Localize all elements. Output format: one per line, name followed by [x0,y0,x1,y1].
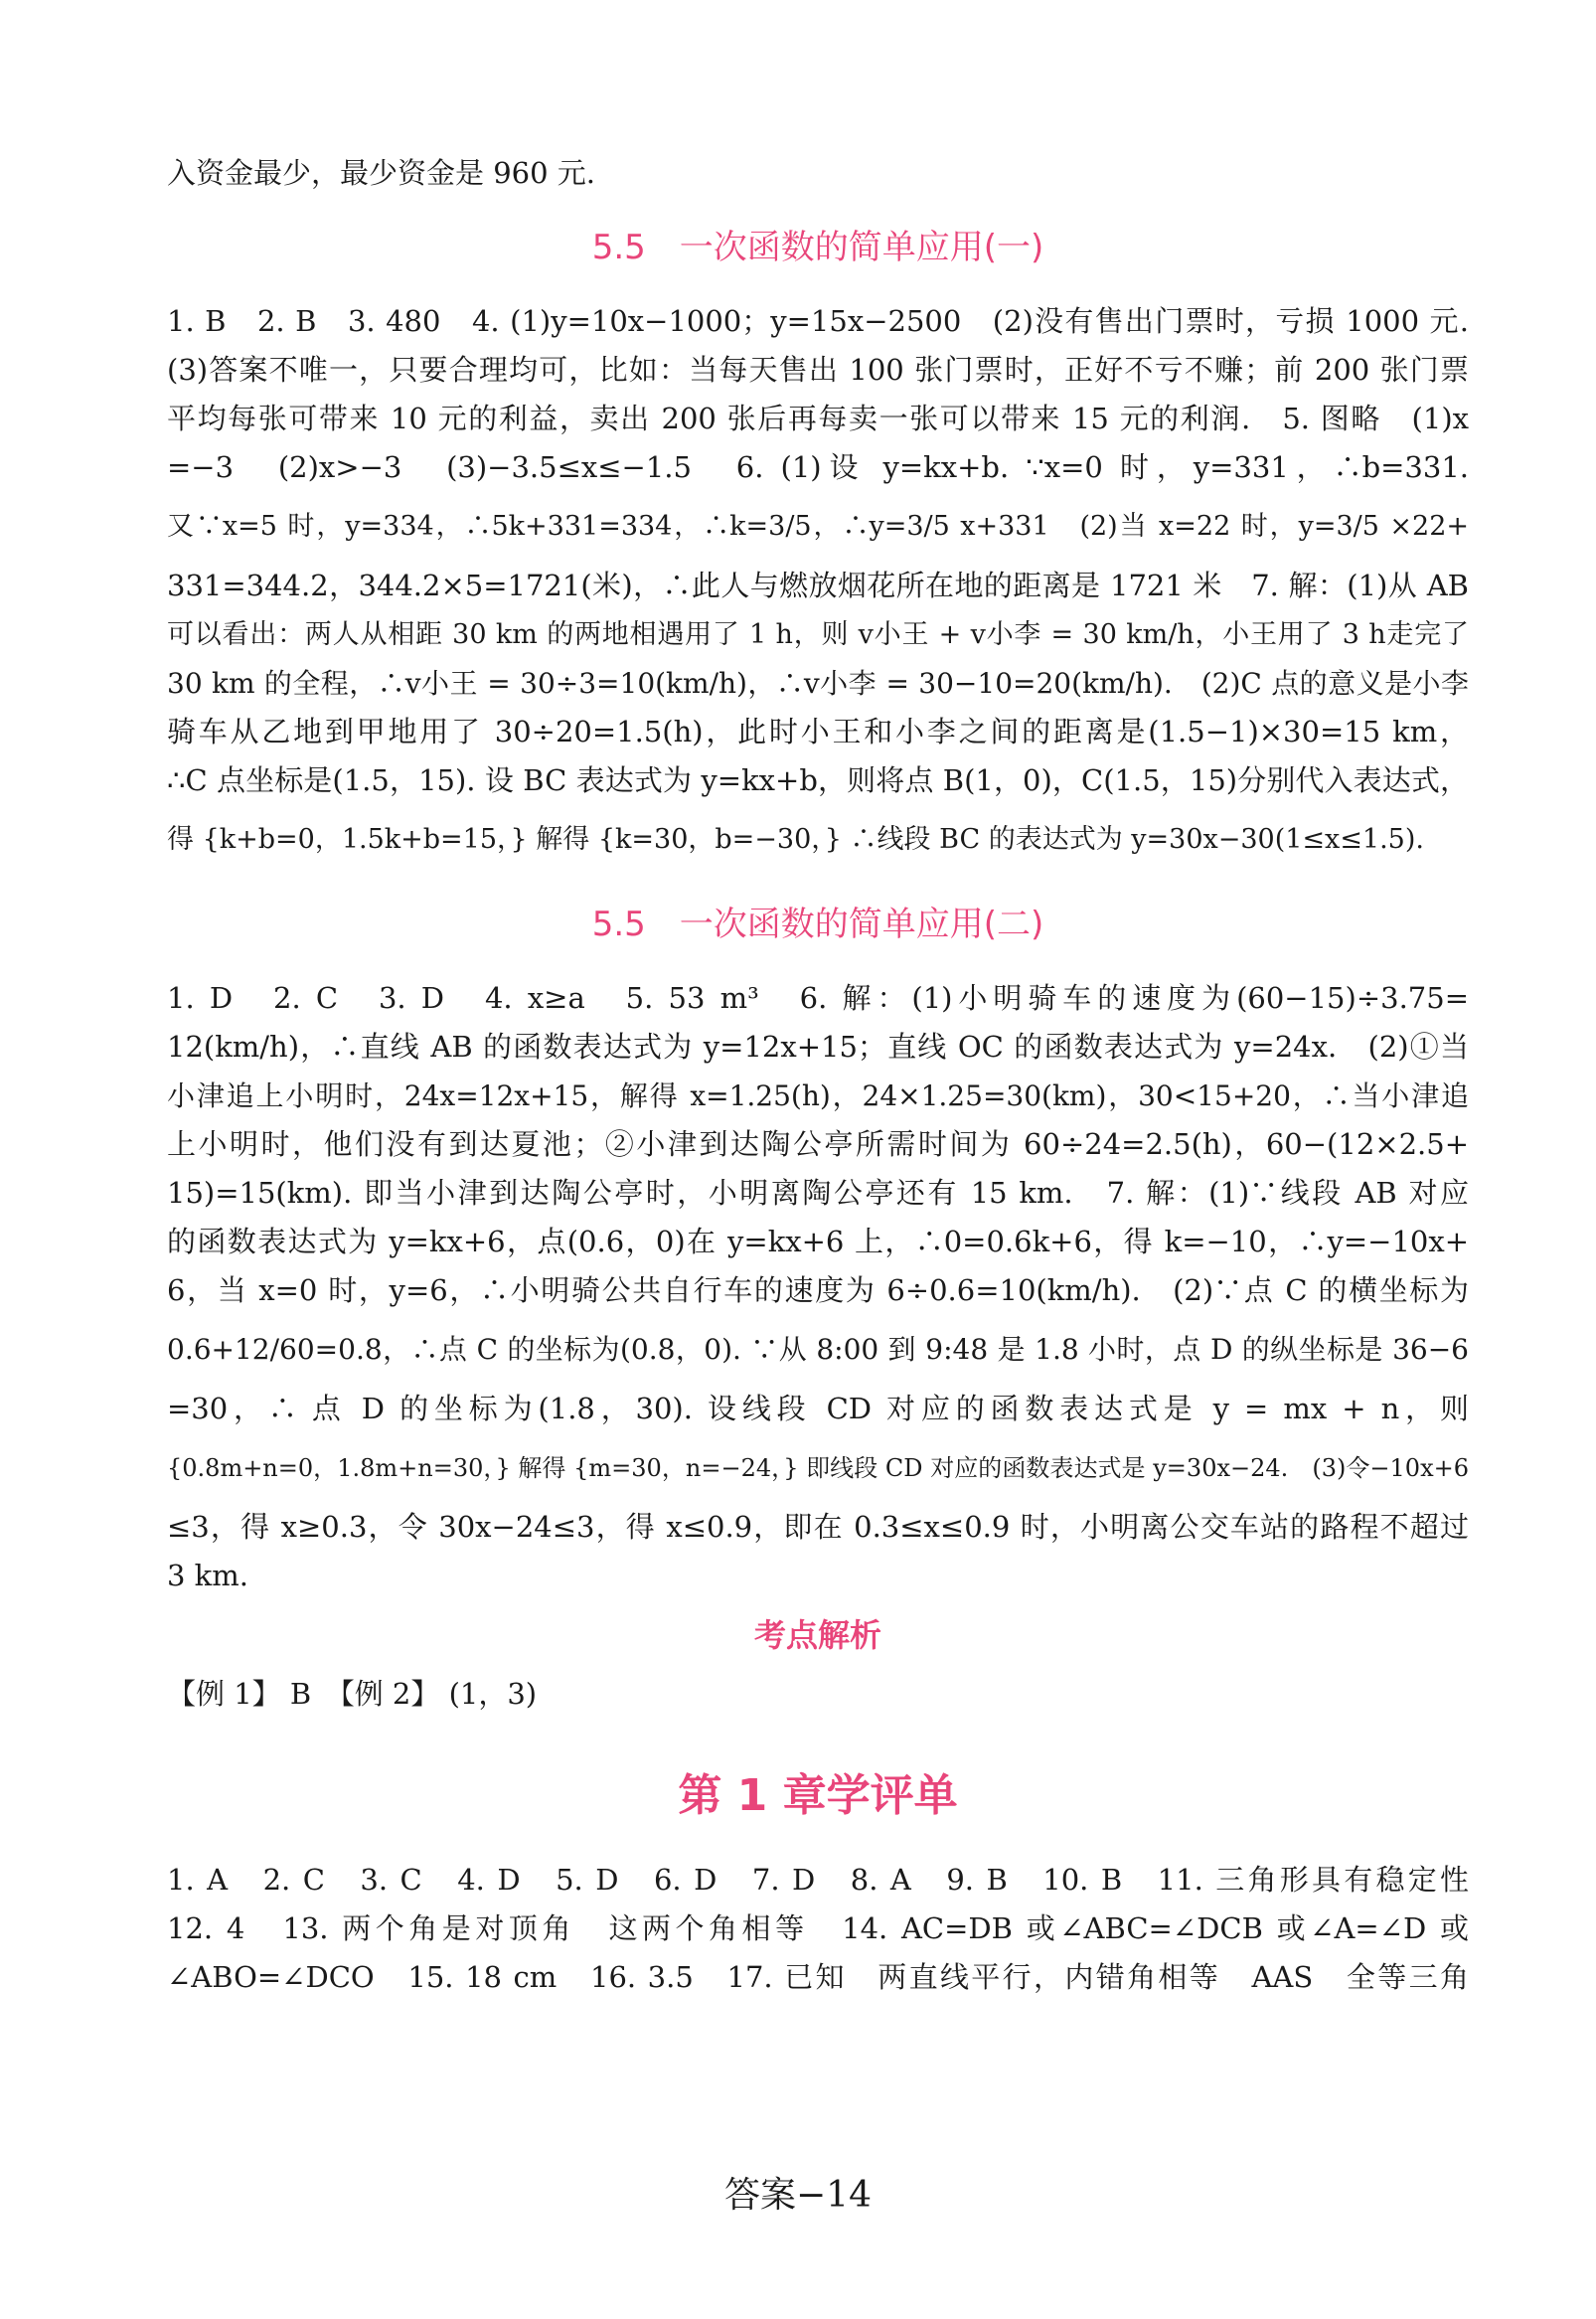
text-line: ∴C 点坐标是(1.5，15). 设 BC 表达式为 y=kx+b，则将点 B(1，0)，C(1.5，15)分别代入表达式， [167,763,1469,797]
section-title-1: 5.5 一次函数的简单应用(一) [591,228,1044,267]
text-line: 平均每张可带来 10 元的利益，卖出 200 张后再每卖一张可以带来 15 元的利润. 5. 图略 (1)x [167,402,1469,435]
text-line: 6，当 x=0 时，y=6，∴小明骑公共自行车的速度为 6÷0.6=10(km/h). (2)∵点 C 的横坐标为 [167,1273,1469,1307]
text-line: 0.6+12/60=0.8，∴点 C 的坐标为(0.8，0). ∵从 8:00 到 9:48 是 1.8 小时，点 D 的纵坐标是 36−6 [167,1333,1469,1366]
text-line: 小津追上小明时，24x=12x+15，解得 x=1.25(h)，24×1.25=30(km)，30<15+20，∴当小津追 [167,1079,1469,1112]
chapter-title: 第 1 章学评单 [678,1770,958,1821]
text-line: 331=344.2，344.2×5=1721(米)，∴此人与燃放烟花所在地的距离是 1721 米 7. 解：(1)从 AB [167,569,1469,602]
kaodian-title: 考点解析 [753,1616,881,1654]
text-line: 30 km 的全程，∴v小王 = 30÷3=10(km/h)，∴v小李 = 30−10=20(km/h). (2)C 点的意义是小李 [167,667,1469,700]
text-line: 15)=15(km). 即当小津到达陶公亭时，小明离陶公亭还有 15 km. 7. 解：(1)∵线段 AB 对应 [167,1176,1469,1210]
text-line: 的函数表达式为 y=kx+6，点(0.6，0)在 y=kx+6 上，∴0=0.6k+6，得 k=−10，∴y=−10x+ [167,1225,1469,1258]
text-line: ∠ABO=∠DCO 15. 18 cm 16. 3.5 17. 已知 两直线平行，内错角相等 AAS 全等三角 [167,1960,1469,1994]
text-line: 12(km/h)，∴直线 AB 的函数表达式为 y=12x+15；直线 OC 的函数表达式为 y=24x. (2)①当 [167,1030,1469,1064]
text-line: 1. D 2. C 3. D 4. x≥a 5. 53 m³ 6. 解：(1)小明骑车的速度为(60−15)÷3.75= [167,981,1469,1015]
top-fragment: 入资金最少，最少资金是 960 元. [167,156,596,190]
text-line: =−3 (2)x>−3 (3)−3.5≤x≤−1.5 6. (1)设 y=kx+b. ∵x=0 时，y=331，∴b=331. [167,450,1469,484]
page-footer: 答案−14 [724,2175,872,2216]
section-2-body [167,974,1469,1600]
section-title-2: 5.5 一次函数的简单应用(二) [591,905,1044,944]
text-line: 可以看出：两人从相距 30 km 的两地相遇用了 1 h，则 v小王 + v小李 = 30 km/h，小王用了 3 h走完了 [167,619,1469,650]
text-line: 1. A 2. C 3. C 4. D 5. D 6. D 7. D 8. A 9. B 10. B 11. 三角形具有稳定性 [167,1863,1469,1897]
kaodian-line: 【例 1】 B 【例 2】 (1，3) [167,1677,538,1711]
text-line: (3)答案不唯一，只要合理均可，比如：当每天售出 100 张门票时，正好不亏不赚；前 200 张门票 [167,353,1469,387]
text-line: 1. B 2. B 3. 480 4. (1)y=10x−1000；y=15x−2500 (2)没有售出门票时，亏损 1000 元. [167,304,1469,338]
text-line: =30，∴ 点 D 的坐标为(1.8，30). 设线段 CD 对应的函数表达式是 y = mx + n，则 [167,1392,1469,1425]
text-line: 得 {k+b=0，1.5k+b=15，} 解得 {k=30，b=−30，} ∴线段 BC 的表达式为 y=30x−30(1≤x≤1.5). [167,824,1424,855]
text-line: 又∵x=5 时，y=334，∴5k+331=334，∴k=3/5，∴y=3/5 x+331 (2)当 x=22 时，y=3/5 ×22+ [167,511,1469,542]
text-line: ≤3，得 x≥0.3，令 30x−24≤3，得 x≤0.9，即在 0.3≤x≤0.9 时，小明离公交车站的路程不超过 [167,1510,1469,1544]
text-line: 3 km. [167,1559,248,1592]
text-line: {0.8m+n=0，1.8m+n=30，} 解得 {m=30，n=−24，} 即线段 CD 对应的函数表达式是 y=30x−24. (3)令−10x+6 [167,1454,1469,1482]
text-line: 骑车从乙地到甲地用了 30÷20=1.5(h)，此时小王和小李之间的距离是(1.5−1)×30=15 km， [167,715,1469,748]
text-line: 上小明时，他们没有到达夏池；②小津到达陶公亭所需时间为 60÷24=2.5(h)，60−(12×2.5+ [167,1127,1469,1161]
text-line: 12. 4 13. 两个角是对顶角 这两个角相等 14. AC=DB 或∠ABC=∠DCB 或∠A=∠D 或 [167,1911,1469,1945]
section-1-body [167,297,1469,875]
content [167,149,1469,2002]
chapter-body [167,1856,1469,2002]
